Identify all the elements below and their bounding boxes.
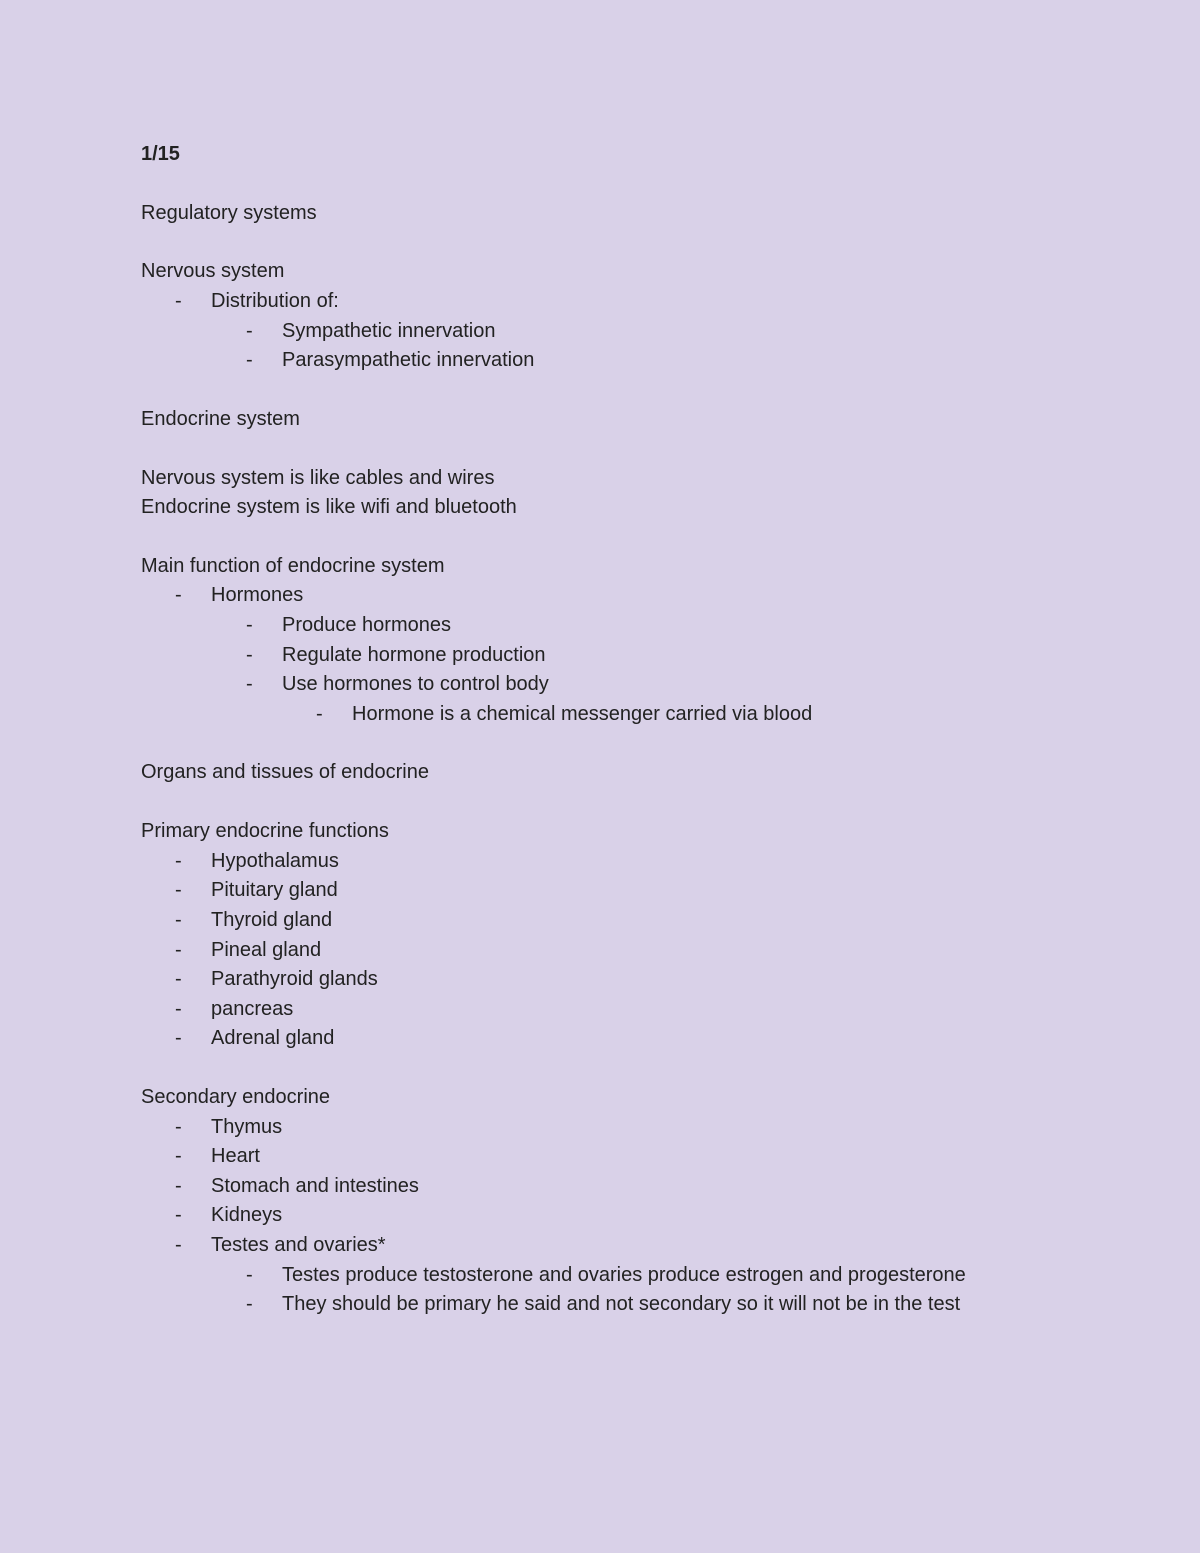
list-item xyxy=(141,670,1141,700)
list-item-text: pancreas xyxy=(211,997,294,1020)
list-item xyxy=(141,611,1141,641)
bullet-dash: - xyxy=(175,938,182,961)
analogy-line: Endocrine system is like wifi and bluetooth xyxy=(141,496,517,519)
bullet-dash: - xyxy=(175,908,182,931)
list-item-text: Adrenal gland xyxy=(211,1027,335,1050)
list-item xyxy=(141,847,1141,877)
list-item-text: Use hormones to control body xyxy=(282,673,549,696)
list-item xyxy=(141,1142,1141,1172)
list-item-text: Thymus xyxy=(211,1115,283,1138)
list-item-text: Stomach and intestines xyxy=(211,1174,419,1197)
spacer xyxy=(141,170,1141,199)
bullet-dash: - xyxy=(175,1115,182,1138)
spacer xyxy=(141,376,1141,405)
list-item-text: Hormone is a chemical messenger carried via blood xyxy=(352,702,813,725)
bullet-dash: - xyxy=(246,349,253,372)
nervous-system-heading: Nervous system xyxy=(141,260,285,283)
document-page xyxy=(141,140,1141,1320)
list-item xyxy=(141,936,1141,966)
list-item-text: Pineal gland xyxy=(211,938,322,961)
bullet-dash: - xyxy=(175,968,182,991)
bullet-dash: - xyxy=(316,702,323,725)
list-item-text: Heart xyxy=(211,1145,260,1168)
bullet-dash: - xyxy=(175,289,182,312)
list-item-text: Distribution of: xyxy=(211,289,339,312)
list-item-text: Regulate hormone production xyxy=(282,643,546,666)
bullet-dash: - xyxy=(175,849,182,872)
list-item-text: Parasympathetic innervation xyxy=(282,349,535,372)
bullet-dash: - xyxy=(175,1174,182,1197)
list-item xyxy=(141,317,1141,347)
bullet-dash: - xyxy=(246,1263,253,1286)
bullet-dash: - xyxy=(246,673,253,696)
list-item-text: Hypothalamus xyxy=(211,849,339,872)
spacer xyxy=(141,434,1141,463)
list-item-text: Testes produce testosterone and ovaries produce estrogen and progesterone xyxy=(282,1263,966,1286)
endocrine-system-heading: Endocrine system xyxy=(141,407,300,430)
list-item xyxy=(141,906,1141,936)
list-item xyxy=(141,1290,1141,1320)
spacer xyxy=(141,729,1141,758)
spacer xyxy=(141,788,1141,817)
bullet-dash: - xyxy=(175,1027,182,1050)
list-item-text: Testes and ovaries* xyxy=(211,1233,386,1256)
list-item-text: Thyroid gland xyxy=(211,908,333,931)
bullet-dash: - xyxy=(175,1204,182,1227)
list-item xyxy=(141,1261,1141,1291)
list-item-text: Sympathetic innervation xyxy=(282,319,496,342)
list-item-text: Parathyroid glands xyxy=(211,968,378,991)
list-item xyxy=(141,1172,1141,1202)
primary-endocrine-heading: Primary endocrine functions xyxy=(141,820,389,843)
bullet-dash: - xyxy=(175,584,182,607)
list-item xyxy=(141,1231,1141,1261)
list-item xyxy=(141,995,1141,1025)
date-heading: 1/15 xyxy=(141,143,180,165)
section-title: Regulatory systems xyxy=(141,201,317,224)
organs-heading: Organs and tissues of endocrine xyxy=(141,761,429,784)
spacer xyxy=(141,1054,1141,1083)
list-item xyxy=(141,700,1141,730)
spacer xyxy=(141,228,1141,257)
list-item-text: Produce hormones xyxy=(282,614,451,636)
list-item xyxy=(141,965,1141,995)
list-item xyxy=(141,346,1141,376)
secondary-endocrine-heading: Secondary endocrine xyxy=(141,1086,331,1108)
bullet-dash: - xyxy=(175,997,182,1020)
list-item xyxy=(141,1113,1141,1143)
list-item-text: Pituitary gland xyxy=(211,879,338,902)
list-item-text: Hormones xyxy=(211,584,304,607)
bullet-dash: - xyxy=(246,1293,253,1316)
main-function-heading: Main function of endocrine system xyxy=(141,554,445,577)
list-item xyxy=(141,287,1141,317)
bullet-dash: - xyxy=(246,319,253,342)
bullet-dash: - xyxy=(175,1233,182,1256)
bullet-dash: - xyxy=(175,1145,182,1168)
list-item xyxy=(141,1201,1141,1231)
list-item-text: They should be primary he said and not secondary so it will not be in the test xyxy=(282,1293,961,1316)
list-item xyxy=(141,581,1141,611)
list-item-text: Kidneys xyxy=(211,1204,283,1227)
analogy-line: Nervous system is like cables and wires xyxy=(141,466,495,489)
list-item xyxy=(141,641,1141,671)
spacer xyxy=(141,523,1141,552)
bullet-dash: - xyxy=(246,614,253,636)
list-item xyxy=(141,876,1141,906)
list-item xyxy=(141,1024,1141,1054)
bullet-dash: - xyxy=(246,643,253,666)
bullet-dash: - xyxy=(175,879,182,902)
